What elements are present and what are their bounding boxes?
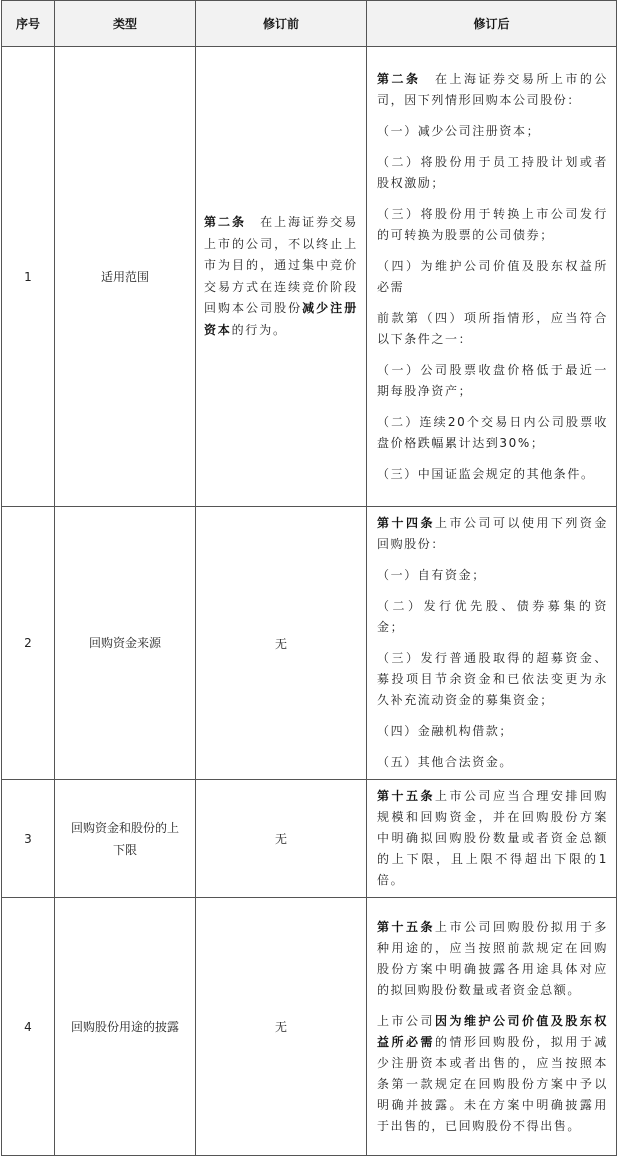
row-after — [367, 507, 617, 780]
after-paragraph: （四）为维护公司价值及股东权益所必需 — [377, 258, 608, 294]
article-label: 第十四条 — [377, 516, 435, 530]
row-num: 4 — [2, 898, 55, 1156]
after-paragraph: 前款第（四）项所指情形，应当符合以下条件之一： — [377, 310, 608, 346]
table-row — [2, 47, 617, 507]
after-paragraph: （五）其他合法资金。 — [377, 755, 514, 769]
after-paragraph: （三）将股份用于转换上市公司发行的可转换为股票的公司债券； — [377, 206, 608, 242]
after-text: 上市公司应当合理安排回购规模和回购资金，并在回购股份方案中明确拟回购股份数量或者资金总额的上下限，且上限不得超出下限的1倍。 — [377, 789, 609, 887]
after-paragraph — [377, 513, 608, 555]
after-paragraph: （一）自有资金； — [377, 568, 486, 582]
after-text: 上市公司 — [377, 1013, 435, 1028]
article-label: 第二条 — [377, 71, 421, 86]
after-paragraph — [377, 786, 608, 891]
after-paragraph: （一）减少公司注册资本； — [377, 123, 541, 138]
before-text-part: 的行为。 — [231, 322, 287, 337]
table-row — [2, 898, 617, 1156]
row-num: 1 — [2, 47, 55, 507]
header-type: 类型 — [55, 1, 196, 47]
header-after: 修订后 — [367, 1, 617, 47]
row-before: 无 — [196, 898, 367, 1156]
before-text — [196, 212, 366, 341]
row-before — [196, 47, 367, 507]
header-row — [2, 1, 617, 47]
after-paragraph — [377, 1011, 608, 1137]
table-row — [2, 507, 617, 780]
before-bold-phrase: 减少注册资本 — [204, 301, 358, 337]
after-paragraph — [377, 917, 608, 1001]
after-paragraph: （二）发行优先股、债券募集的资金； — [377, 599, 608, 634]
row-type: 回购股份用途的披露 — [55, 898, 196, 1156]
after-paragraph: （四）金融机构借款； — [377, 724, 514, 738]
article-label: 第二条 — [204, 215, 247, 229]
after-paragraph: （二）将股份用于员工持股计划或者股权激励； — [377, 154, 608, 190]
row-after — [367, 780, 617, 898]
before-text-part: 在上海证券交易上市的公司，不以终止上市为目的，通过集中竞价交易方式在连续竞价阶段回购本公司股份 — [204, 215, 358, 315]
after-bold-phrase: 因为维护公司价值及股东权益所必需 — [377, 1013, 609, 1049]
row-type: 回购资金和股份的上下限 — [55, 780, 196, 898]
row-num: 2 — [2, 507, 55, 780]
row-before: 无 — [196, 507, 367, 780]
after-paragraph — [377, 69, 608, 111]
after-text: 上市公司可以使用下列资金回购股份： — [377, 516, 609, 551]
row-num: 3 — [2, 780, 55, 898]
after-text: 在上海证券交易所上市的公司，因下列情形回购本公司股份： — [377, 71, 608, 107]
after-text: 的情形回购股份，拟用于减少注册资本或者出售的，应当按照本条第一款规定在回购股份方案中予以明确并披露。未在方案中明确披露用于出售的，已回购股份不得出售。 — [377, 1034, 609, 1133]
header-num: 序号 — [2, 1, 55, 47]
row-type: 适用范围 — [55, 47, 196, 507]
row-type: 回购资金来源 — [55, 507, 196, 780]
header-before: 修订前 — [196, 1, 367, 47]
row-after — [367, 898, 617, 1156]
after-paragraph: （三）中国证监会规定的其他条件。 — [377, 466, 595, 481]
after-paragraph: （一）公司股票收盘价格低于最近一期每股净资产； — [377, 362, 608, 398]
row-before: 无 — [196, 780, 367, 898]
revision-table — [1, 0, 617, 1156]
after-text: 上市公司回购股份拟用于多种用途的，应当按照前款规定在回购股份方案中明确披露各用途具体对应的拟回购股份数量或者资金总额。 — [377, 919, 609, 997]
article-label: 第十五条 — [377, 789, 435, 803]
row-after — [367, 47, 617, 507]
table-row — [2, 780, 617, 898]
after-paragraph: （二）连续20个交易日内公司股票收盘价格跌幅累计达到30%； — [377, 414, 608, 450]
article-label: 第十五条 — [377, 919, 435, 934]
after-paragraph: （三）发行普通股取得的超募资金、募投项目节余资金和已依法变更为永久补充流动资金的募集资金； — [377, 651, 608, 707]
